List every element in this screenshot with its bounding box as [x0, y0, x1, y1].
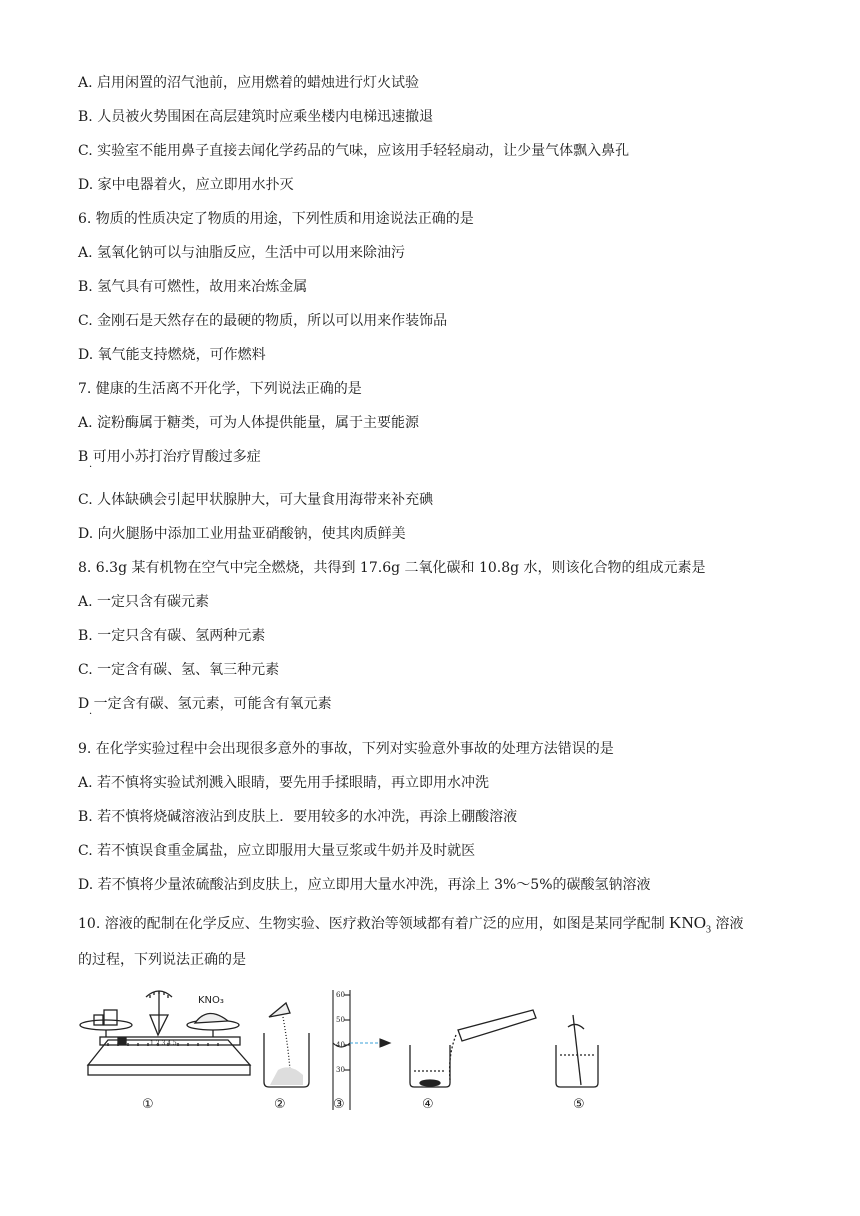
line-7: C. 金刚石是天然存在的最硬的物质，所以可以用来作装饰品 [78, 313, 448, 329]
cylinder-tick-40: 40 [336, 1041, 345, 1049]
q10-line2: 的过程，下列说法正确的是 [78, 952, 246, 968]
question-10 [78, 913, 743, 940]
line-20: A. 若不慎将实验试剂溅入眼睛，要先用手揉眼睛，再立即用水冲洗 [78, 775, 490, 791]
line-5: A. 氢氧化钠可以与油脂反应，生活中可以用来除油污 [78, 245, 406, 261]
caption-2: ② [274, 1097, 286, 1112]
line-10: A. 淀粉酶属于糖类，可为人体提供能量，属于主要能源 [78, 415, 420, 431]
cylinder-tick-60: 60 [336, 991, 345, 999]
dot-mark: · [89, 462, 93, 473]
line-3: D. 家中电器着火，应立即用水扑灭 [78, 177, 294, 193]
line-15: A. 一定只含有碳元素 [78, 594, 210, 610]
cylinder-tick-50: 50 [336, 1016, 345, 1024]
line-21: B. 若不慎将烧碱溶液沾到皮肤上．要用较多的水冲洗，再涂上硼酸溶液 [78, 809, 518, 825]
line-18: D 一定含有碳、氢元素，可能含有氧元素 [78, 696, 332, 712]
kno3-formula: $KNO_3$ [669, 913, 712, 936]
line-13: D. 向火腿肠中添加工业用盐亚硝酸钠，使其肉质鲜美 [78, 526, 406, 542]
scale-numbers: 1 2 3 4 5 [150, 1040, 177, 1047]
q10-text: 10. 溶液的配制在化学反应、生物实验、医疗救治等领域都有着广泛的应用，如图是某同学配制 [78, 916, 665, 932]
question-9: 9. 在化学实验过程中会出现很多意外的事故，下列对实验意外事故的处理方法错误的是 [78, 741, 614, 757]
kno3-reagent-label: KNO₃ [198, 995, 224, 1006]
solution-preparation-figure [78, 985, 638, 1115]
line-0: A. 启用闲置的沼气池前，应用燃着的蜡烛进行灯火试验 [78, 75, 420, 91]
line-12: C. 人体缺碘会引起甲状腺肿大，可大量食用海带来补充碘 [78, 492, 434, 508]
beaker-stirring-5 [556, 1015, 598, 1087]
caption-3: ③ [333, 1097, 345, 1112]
caption-1: ① [142, 1097, 154, 1112]
line-11: B 可用小苏打治疗胃酸过多症 [78, 449, 261, 465]
line-17: C. 一定含有碳、氢、氧三种元素 [78, 662, 280, 678]
beaker-2 [264, 1003, 309, 1087]
beaker-pouring-4 [410, 1010, 536, 1087]
line-16: B. 一定只含有碳、氢两种元素 [78, 628, 266, 644]
caption-4: ④ [422, 1097, 434, 1112]
line-22: C. 若不慎误食重金属盐，应立即服用大量豆浆或牛奶并及时就医 [78, 843, 476, 859]
dot-mark: · [89, 709, 93, 720]
question-8: 8. 6.3g 某有机物在空气中完全燃烧，共得到 17.6g 二氧化碳和 10.8g 水，则该化合物的组成元素是 [78, 560, 706, 576]
figure-svg [78, 985, 638, 1115]
question-7: 7. 健康的生活离不开化学，下列说法正确的是 [78, 381, 362, 397]
line-1: B. 人员被火势围困在高层建筑时应乘坐楼内电梯迅速撤退 [78, 109, 434, 125]
caption-5: ⑤ [573, 1097, 585, 1112]
cylinder-tick-30: 30 [336, 1066, 345, 1074]
question-6: 6. 物质的性质决定了物质的用途，下列性质和用途说法正确的是 [78, 211, 474, 227]
q10-text-after: 溶液 [715, 916, 744, 932]
graduated-cylinder-3 [333, 990, 390, 1110]
line-23: D. 若不慎将少量浓硫酸沾到皮肤上，应立即用大量水冲洗，再涂上 3%～5%的碳酸氢钠溶液 [78, 877, 651, 893]
balance-scale [80, 991, 250, 1075]
line-2: C. 实验室不能用鼻子直接去闻化学药品的气味，应该用手轻轻扇动，让少量气体飘入鼻孔 [78, 143, 630, 159]
line-6: B. 氢气具有可燃性，故用来冶炼金属 [78, 279, 308, 295]
line-8: D. 氧气能支持燃烧，可作燃料 [78, 347, 266, 363]
